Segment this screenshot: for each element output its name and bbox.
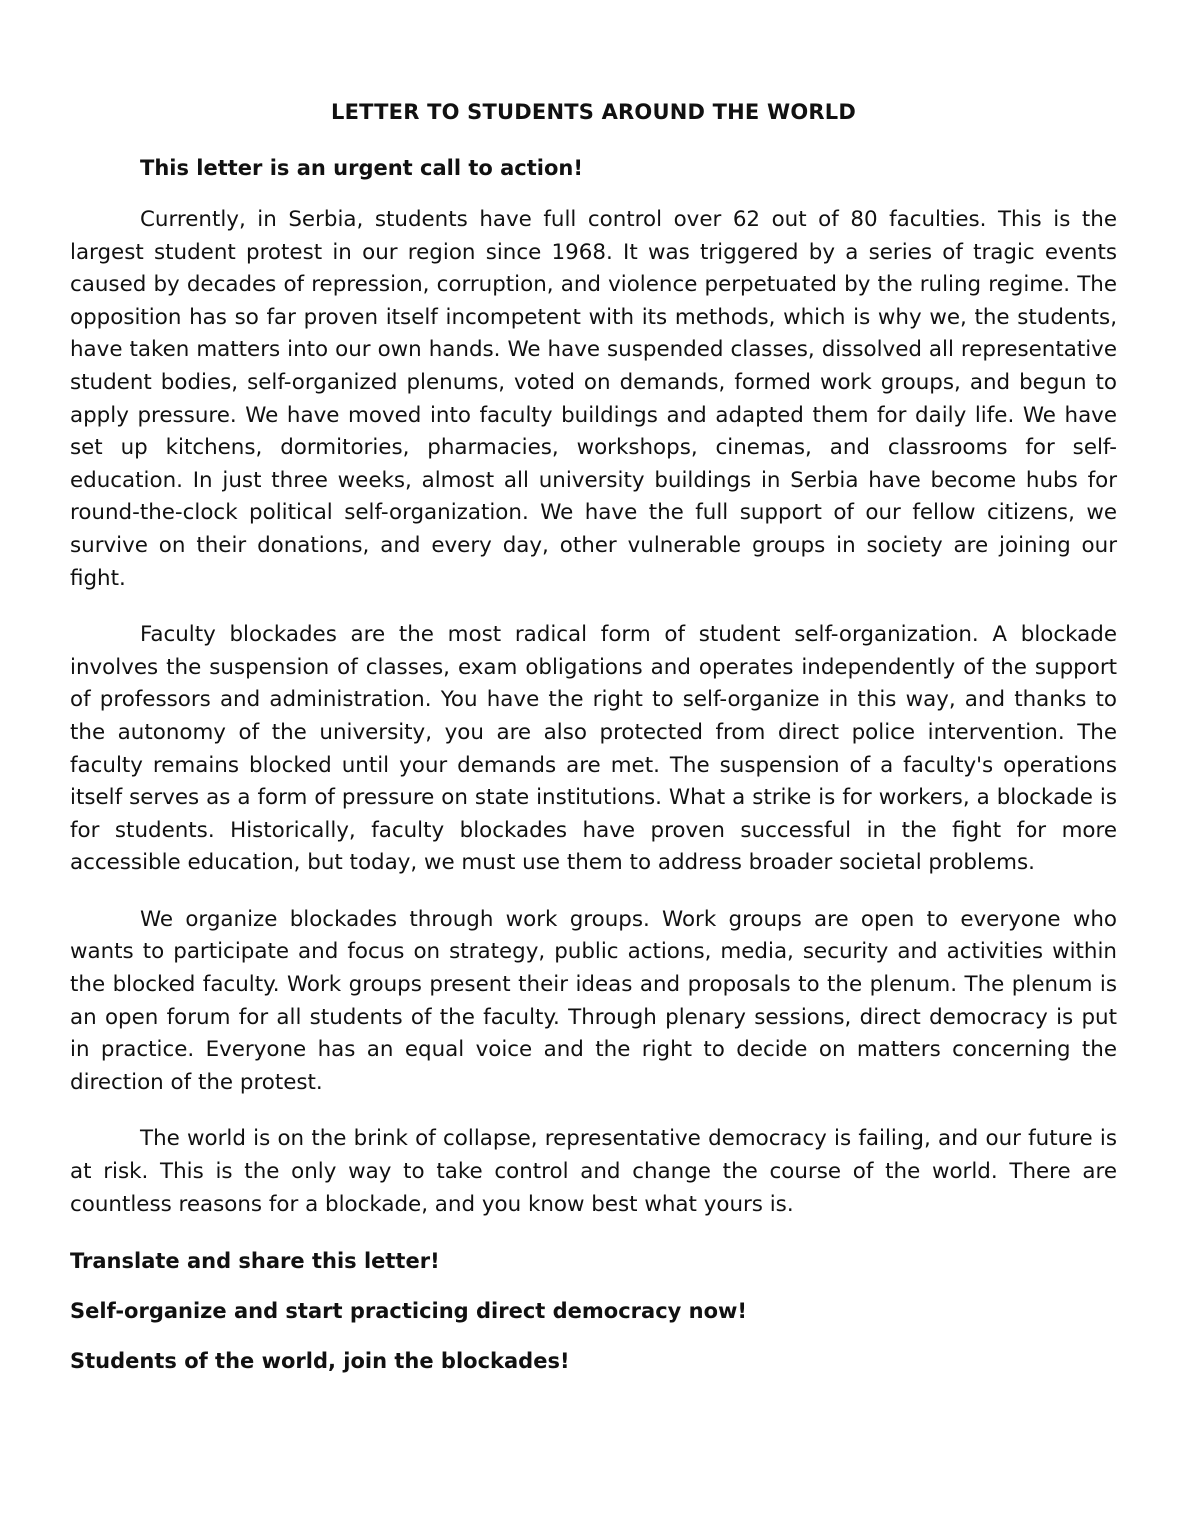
- paragraph-2: Faculty blockades are the most radical form of student self-organization. A blockade involves the suspension of classes, exam obligations and operates independently of the support of professors and administration. You have the right to self-organize in this way, and thanks to the autonomy of the university, you are also protected from direct police intervention. The faculty remains blocked until your demands are met. The suspension of a faculty's operations itself serves as a form of pressure on state institutions. What a strike is for workers, a blockade is for students. Historically, faculty blockades have proven successful in the fight for more accessible education, but today, we must use them to address broader societal problems.: [70, 622, 1117, 876]
- letter-lead: This letter is an urgent call to action!: [140, 156, 583, 180]
- call-join: Students of the world, join the blockades!: [70, 1349, 570, 1374]
- call-translate: Translate and share this letter!: [70, 1249, 440, 1274]
- call-self-organize: Self-organize and start practicing direct democracy now!: [70, 1299, 748, 1324]
- paragraph-3: We organize blockades through work groups. Work groups are open to everyone who wants to participate and focus on strategy, public actions, media, security and activities within the blocked faculty. Work groups present their ideas and proposals to the plenum. The plenum is an open forum for all students of the faculty. Through plenary sessions, direct democracy is put in practice. Everyone has an equal voice and the right to decide on matters concerning the direction of the protest.: [70, 906, 1117, 1095]
- paragraph-4: The world is on the brink of collapse, representative democracy is failing, and our future is at risk. This is the only way to take control and change the course of the world. There are countless reasons for a blockade, and you know best what yours is.: [70, 1126, 1117, 1217]
- letter-title: LETTER TO STUDENTS AROUND THE WORLD: [331, 100, 856, 124]
- paragraph-1: Currently, in Serbia, students have full control over 62 out of 80 faculties. This is the largest student protest in our region since 1968. It was triggered by a series of tragic events caused by decades of repression, corruption, and violence perpetuated by the ruling regime. The opposition has so far proven itself incompetent with its methods, which is why we, the students, have taken matters into our own hands. We have suspended classes, dissolved all representative student bodies, self-organized plenums, voted on demands, formed work groups, and begun to apply pressure. We have moved into faculty buildings and adapted them for daily life. We have set up kitchens, dormitories, pharmacies, workshops, cinemas, and classrooms for self-education. In just three weeks, almost all university buildings in Serbia have become hubs for round-the-clock political self-organization. We have the full support of our fellow citizens, we survive on their donations, and every day, other vulnerable groups in society are joining our fight.: [70, 207, 1117, 591]
- letter-page: [70, 96, 1117, 1395]
